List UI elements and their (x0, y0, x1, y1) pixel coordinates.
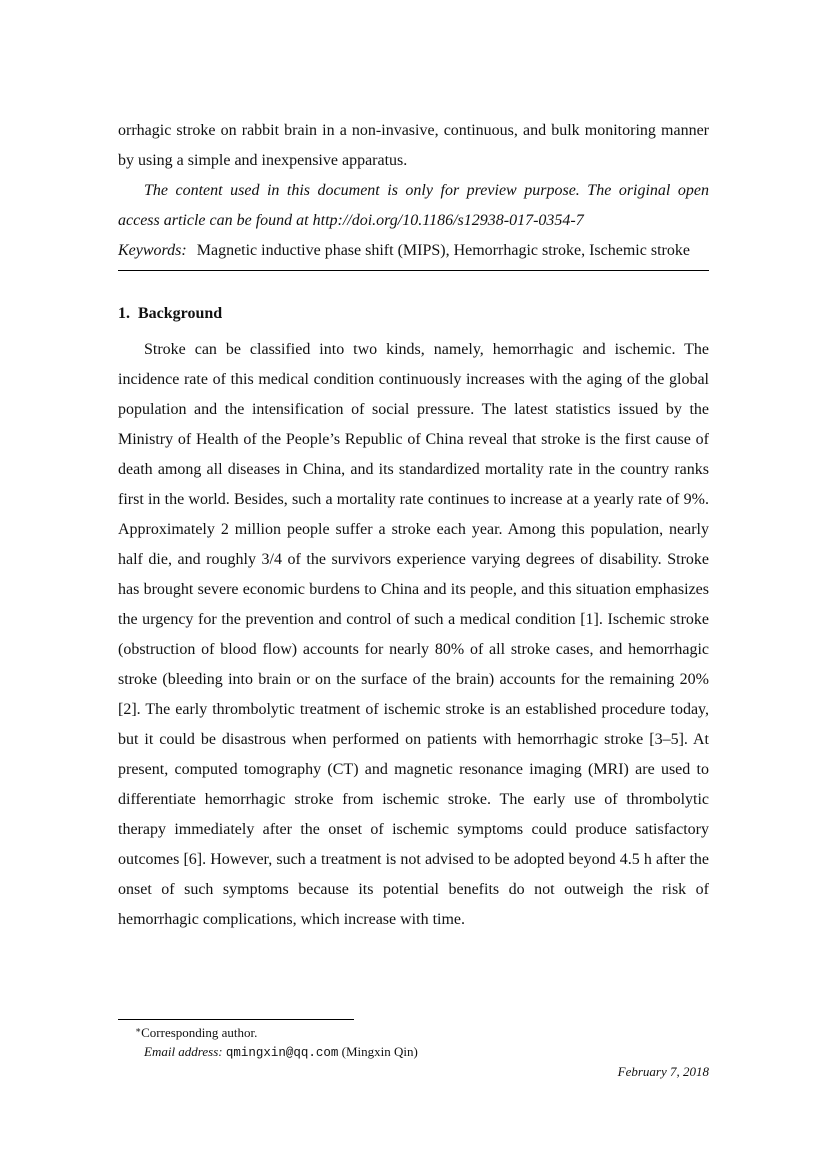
footnote-marker: ∗ (135, 1025, 142, 1035)
footnote (118, 1021, 709, 1063)
footnote-email (118, 1042, 709, 1063)
section-title: Background (138, 305, 223, 322)
footnote-email-name: (Mingxin Qin) (341, 1044, 418, 1059)
footnote-divider (118, 1019, 354, 1020)
footnote-corresponding-text: Corresponding author. (141, 1025, 258, 1040)
keywords-label: Keywords: (118, 242, 187, 259)
footnote-email-label: Email address: (144, 1044, 223, 1059)
keywords (118, 236, 709, 266)
preprint-date: February 7, 2018 (617, 1064, 709, 1079)
email-link[interactable]: qmingxin@qq.com (225, 1046, 339, 1060)
keywords-text: Magnetic inductive phase shift (MIPS), Hemorrhagic stroke, Ischemic stroke (196, 242, 690, 259)
abstract-divider (118, 270, 709, 271)
footnote-corresponding (118, 1021, 709, 1042)
section-number: 1. (118, 305, 130, 322)
section-heading (118, 303, 709, 325)
abstract-tail: orrhagic stroke on rabbit brain in a non-invasive, continuous, and bulk monitoring manner by using a simple and inexpensive apparatus. (118, 122, 709, 169)
page-content (118, 116, 709, 935)
background-paragraph: Stroke can be classified into two kinds, namely, hemorrhagic and ischemic. The incidence rate of this medical condition continuously increases with the aging of the global population and the intensification of social pressure. The latest statistics issued by the Ministry of Health of the People’s Republic of China reveal that stroke is the first cause of death among all diseases in China, and its standardized mortality rate in the country ranks first in the world. Besides, such a mortality rate continues to increase at a yearly rate of 9%. Approximately 2 million people suffer a stroke each year. Among this population, nearly half die, and roughly 3/4 of the survivors experience varying degrees of disability. Stroke has brought severe economic burdens to China and its people, and this situation emphasizes the urgency for the prevention and control of such a medical condition [1]. Ischemic stroke (obstruction of blood flow) accounts for nearly 80% of all stroke cases, and hemorrhagic stroke (bleeding into brain or on the surface of the brain) accounts for the remaining 20% [2]. The early thrombolytic treatment of ischemic stroke is an established procedure today, but it could be disastrous when performed on patients with hemorrhagic stroke [3–5]. At present, computed tomography (CT) and magnetic resonance imaging (MRI) are used to differentiate hemorrhagic stroke from ischemic stroke. The early use of thrombolytic therapy immediately after the onset of ischemic symptoms could produce satisfactory outcomes [6]. However, such a treatment is not advised to be adopted beyond 4.5 h after the onset of such symptoms because its potential benefits do not outweigh the risk of hemorrhagic complications, which increase with time. (118, 341, 709, 928)
preview-note: The content used in this document is only for preview purpose. The original open access article can be found at http://doi.org/10.1186/s12938-017-0354-7 (118, 182, 709, 229)
